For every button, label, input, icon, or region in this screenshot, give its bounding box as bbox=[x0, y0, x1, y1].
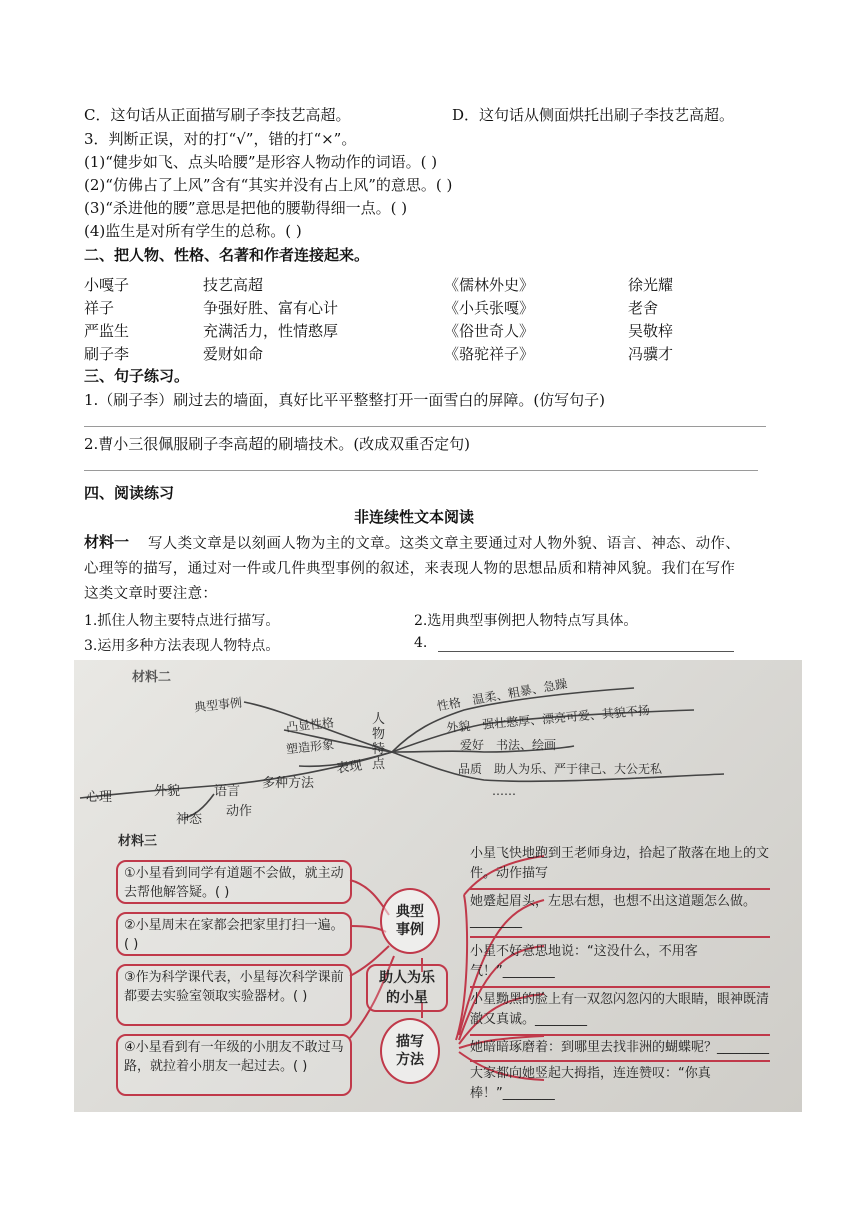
sentence-item: 大家都向她竖起大拇指，连连赞叹：“你真棒！”________ bbox=[470, 1066, 711, 1101]
table-cell: 《骆驼祥子》 bbox=[444, 345, 535, 363]
mm-ellipsis: …… bbox=[492, 784, 516, 798]
divider bbox=[470, 888, 770, 890]
point-4: 4. bbox=[414, 635, 428, 651]
mat1-text: 写人类文章是以刻画人物为主的文章。这类文章主要通过对人物外貌、语言、神态、动作、 bbox=[148, 536, 740, 552]
q3-item-1: (1)“健步如飞、点头哈腰”是形容人物动作的词语。( ) bbox=[84, 153, 438, 171]
mm-value: 助人为乐、严于律己、大公无私 bbox=[494, 762, 663, 776]
textbook-photo bbox=[74, 660, 802, 1112]
table-cell: 徐光耀 bbox=[628, 276, 674, 294]
table-cell: 刷子李 bbox=[84, 345, 130, 363]
table-cell: 《小兵张嘎》 bbox=[444, 299, 535, 317]
point-3: 3.运用多种方法表现人物特点。 bbox=[84, 638, 280, 654]
table-cell: 祥子 bbox=[84, 299, 115, 317]
divider bbox=[470, 1034, 770, 1036]
mm-node: 凸显性格 bbox=[285, 715, 335, 735]
section3-heading: 三、句子练习。 bbox=[84, 367, 190, 385]
table-cell: 冯骥才 bbox=[628, 345, 674, 363]
sentence-q2: 2.曹小三很佩服刷子李高超的刷墙技术。(改成双重否定句) bbox=[84, 435, 471, 453]
node-center: 助人为乐的小星 bbox=[366, 964, 448, 1012]
table-cell: 吴敬梓 bbox=[628, 322, 674, 340]
option-c: C．这句话从正面描写刷子李技艺高超。 bbox=[84, 106, 351, 124]
mm-node: 神态 bbox=[176, 812, 203, 827]
table-cell: 技艺高超 bbox=[203, 276, 264, 294]
table-cell: 爱财如命 bbox=[203, 345, 264, 363]
point-2: 2.选用典型事例把人物特点写具体。 bbox=[414, 613, 638, 629]
node-dianxing: 典型事例 bbox=[380, 888, 440, 954]
mm-value: 温柔、粗暴、急躁 bbox=[471, 676, 569, 708]
subtitle: 非连续性文本阅读 bbox=[354, 508, 475, 526]
option-d: D．这句话从侧面烘托出刷子李技艺高超。 bbox=[452, 106, 735, 124]
q3-item-2: (2)“仿佛占了上风”含有“其实并没有占上风”的意思。( ) bbox=[84, 176, 453, 194]
table-cell: 《儒林外史》 bbox=[444, 276, 535, 294]
table-cell: 充满活力，性情憨厚 bbox=[203, 322, 339, 340]
mm-node: 语言 bbox=[214, 784, 241, 799]
table-cell: 小嘎子 bbox=[84, 276, 130, 294]
mm-node: 塑造形象 bbox=[285, 737, 335, 757]
sentence-item: 她暗暗琢磨着：到哪里去找非洲的蝴蝶呢？________ bbox=[470, 1040, 770, 1055]
event-box: ②小星周末在家都会把家里打扫一遍。( ) bbox=[116, 912, 352, 956]
mat3-label: 材料三 bbox=[118, 834, 158, 849]
mat2-label: 材料二 bbox=[132, 670, 172, 685]
section4-heading: 四、阅读练习 bbox=[84, 484, 175, 502]
mm-node: 心理 bbox=[86, 790, 113, 805]
table-cell: 《俗世奇人》 bbox=[444, 322, 535, 340]
divider bbox=[470, 1060, 770, 1062]
event-box: ④小星看到有一年级的小朋友不敢过马路，就拉着小朋友一起过去。( ) bbox=[116, 1034, 352, 1096]
mm-center: 人物特点 bbox=[372, 712, 386, 772]
mm-key: 外貌 bbox=[445, 718, 471, 735]
answer-line bbox=[84, 426, 766, 427]
mm-node: 典型事例 bbox=[193, 695, 243, 715]
mat1-text: 心理等的描写，通过对一件或几件典型事例的叙述，来表现人物的思想品质和精神风貌。我们在写作 bbox=[84, 561, 736, 577]
mm-node: 外貌 bbox=[154, 784, 181, 799]
mm-node: 动作 bbox=[226, 804, 253, 819]
table-cell: 严监生 bbox=[84, 322, 130, 340]
mm-value: 书法、绘画 bbox=[496, 738, 557, 752]
event-box: ③作为科学课代表，小星每次科学课前都要去实验室领取实验器材。( ) bbox=[116, 964, 352, 1026]
divider bbox=[470, 936, 770, 938]
mat1-label: 材料一 bbox=[84, 533, 130, 551]
sentence-item: 她蹙起眉头，左思右想，也想不出这道题怎么做。________ bbox=[470, 894, 757, 929]
mm-key: 性格 bbox=[435, 695, 462, 714]
answer-line bbox=[438, 651, 734, 652]
mm-key: 爱好 bbox=[460, 738, 485, 752]
sentence-item: 小星不好意思地说：“这没什么，不用客气！”________ bbox=[470, 944, 698, 979]
q3-item-3: (3)“杀进他的腰”意思是把他的腰勒得细一点。( ) bbox=[84, 199, 408, 217]
answer-line bbox=[84, 470, 758, 471]
sentence-item: 小星黝黑的脸上有一双忽闪忽闪的大眼睛，眼神既清澈又真诚。________ bbox=[470, 992, 770, 1027]
sentence-item: 小星飞快地跑到王老师身边，拾起了散落在地上的文件。动作描写 bbox=[470, 846, 770, 881]
table-cell: 争强好胜、富有心计 bbox=[203, 299, 339, 317]
sentence-q1: 1.（刷子李）刷过去的墙面，真好比平平整整打开一面雪白的屏障。(仿写句子) bbox=[84, 391, 606, 409]
table-cell: 老舍 bbox=[628, 299, 659, 317]
mm-node: 表现 bbox=[335, 758, 364, 777]
point-1: 1.抓住人物主要特点进行描写。 bbox=[84, 613, 280, 629]
node-miaoxie: 描写方法 bbox=[380, 1018, 440, 1084]
section2-heading: 二、把人物、性格、名著和作者连接起来。 bbox=[84, 246, 370, 264]
divider bbox=[470, 986, 770, 988]
q3-item-4: (4)监生是对所有学生的总称。( ) bbox=[84, 222, 302, 240]
mat1-text: 这类文章时要注意： bbox=[84, 586, 218, 602]
mm-value: 强壮憨厚、漂亮可爱、其貌不扬 bbox=[481, 703, 651, 732]
event-box: ①小星看到同学有道题不会做，就主动去帮他解答疑。( ) bbox=[116, 860, 352, 904]
mm-key: 品质 bbox=[458, 762, 483, 776]
q3-title: 3．判断正误，对的打“√”，错的打“×”。 bbox=[84, 130, 357, 148]
mm-node: 多种方法 bbox=[262, 776, 315, 791]
